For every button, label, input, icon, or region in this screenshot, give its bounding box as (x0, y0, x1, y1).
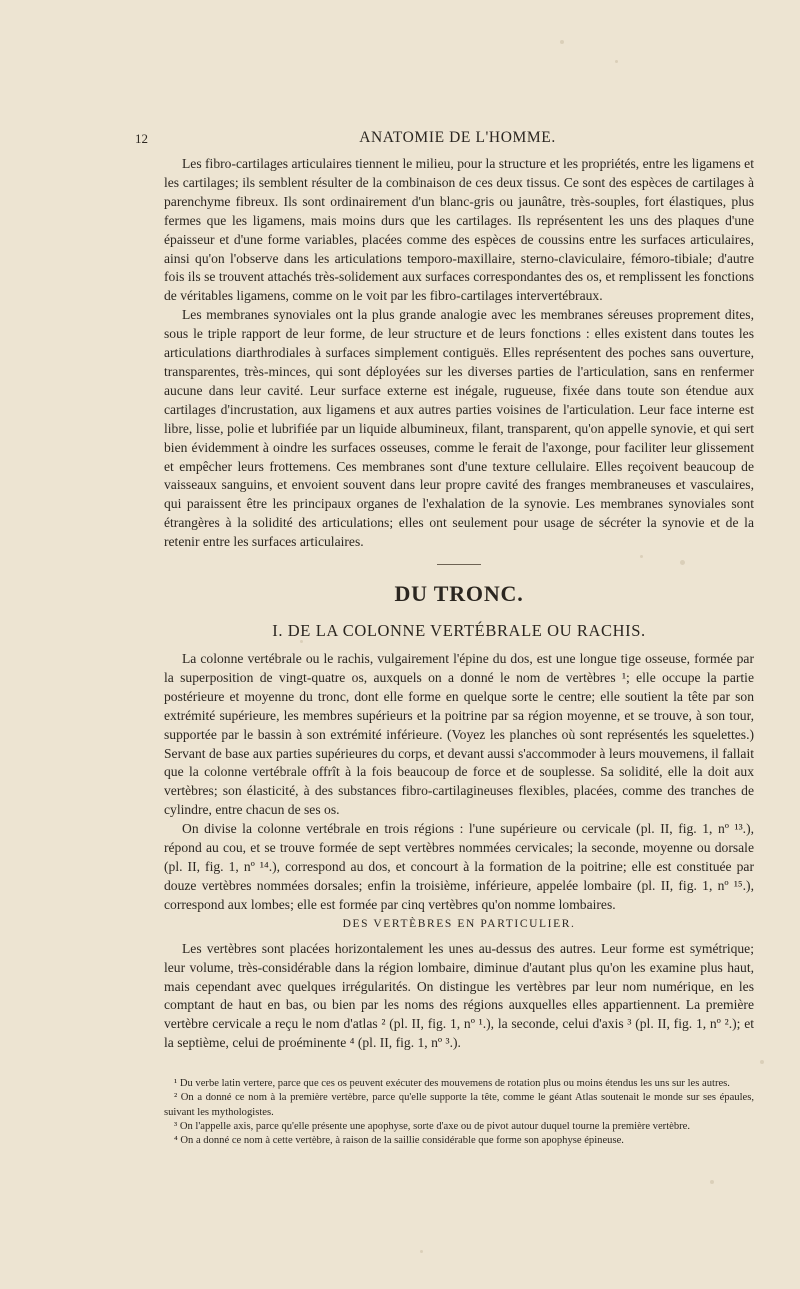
section-title: DU TRONC. (394, 581, 524, 607)
footnote-2: ² On a donné ce nom à la première vertèbre, parce qu'elle supporte la tête, comme le géant Atlas soutenait le monde sur ses épaules, suivant les mythologistes. (164, 1092, 754, 1118)
footnote-3: ³ On l'appelle axis, parce qu'elle présente une apophyse, sorte d'axe ou de pivot autour duquel tourne la première vertèbre. (174, 1120, 691, 1132)
paragraph-regions: On divise la colonne vertébrale en trois régions : l'une supérieure ou cervicale (pl. II, fig. 1, nº ¹³.), répond au cou, et se trouve formée de sept vertèbres nommées cervicales; la seconde, moyenne ou dorsale (pl. II, fig. 1, nº ¹⁴.), correspond au dos, et concourt à la formation de la poitrine; elle est constituée par douze vertèbres nommées dorsales; enfin la troisième, inférieure, appelée lombaire (pl. II, fig. 1, nº ¹⁵.), correspond aux lombes; elle est formée par cinq vertèbres qu'on nomme lombaires. (164, 821, 754, 912)
paragraph-membranes-synoviales: Les membranes synoviales ont la plus grande analogie avec les membranes séreuses proprement dites, sous le triple rapport de leur forme, de leur structure et de leurs fonctions : elles existent dans toutes les articulations diarthrodiales à surfaces simplement contiguës. Elles représentent des poches sans ouverture, transparentes, très-minces, qui sont déployées sur les diverses parties de l'articulation, sans en renfermer aucune dans leur cavité. Leur surface externe est inégale, rugueuse, fixée dans toute son étendue aux cartilages d'incrustation, aux ligamens et aux autres parties voisines de l'articulation. Leur face interne est libre, lisse, polie et lubrifiée par un liquide albumineux, filant, transparent, qu'on appelle synovie, et qui sert bien évidemment à oindre les surfaces osseuses, comme le ferait de l'axonge, pour faciliter leur glissement et empêcher leurs frottemens. Ces membranes sont d'une texture cellulaire. Elles reçoivent beaucoup de vaisseaux sanguins, et envoient souvent dans leur propre cavité des franges membraneuses et vasculaires, qui paraissent être les principaux organes de l'exhalation de la synovie. Les membranes synoviales sont étrangères à la solidité des articulations; elles ont seulement pour usage de sécréter la synovie et de la retenir entre les surfaces articulaires. (164, 307, 754, 550)
footnotes (164, 1077, 754, 1148)
page-number: 12 (135, 131, 148, 146)
paragraph-colonne-vertebrale: La colonne vertébrale ou le rachis, vulgairement l'épine du dos, est une longue tige osseuse, formée par la superposition de vingt-quatre os, auxquels on a donné le nom de vertèbres ¹; elle occupe la partie postérieure et moyenne du tronc, dont elle forme en quelque sorte le centre; elle soutient la tête par son extrémité supérieure, les membres supérieurs et la poitrine par sa région moyenne, et se trouve, à son tour, supportée par le bassin à son extrémité inférieure. (Voyez les planches où sont représentés les squelettes.) Servant de base aux parties supérieures du corps, et devant aussi s'accommoder à leurs mouvemens, il fallait que la colonne vertébrale offrît à la fois beaucoup de force et de souplesse. Sa solidité, elle la doit aux vertèbres; son élasticité, à des substances fibro-cartilagineuses flexibles, placées, comme des tranches de cylindre, entre chacun de ses os. (164, 651, 754, 818)
subsection-title: DES VERTÈBRES EN PARTICULIER. (342, 917, 576, 930)
paper-speck (615, 60, 618, 63)
paper-speck (420, 1250, 423, 1253)
page-body (164, 152, 754, 1148)
page-header (135, 131, 740, 151)
paragraph-vertebres: Les vertèbres sont placées horizontalement les unes au-dessus des autres. Leur forme est symétrique; leur volume, très-considérable dans la région lombaire, diminue d'autant plus qu'on les examine plus haut, mais cependant avec quelques irrégularités. On distingue les vertèbres par leur nom numérique, en les comptant de haut en bas, ou bien par les noms des régions auxquelles elles appartiennent. La première vertèbre cervicale a reçu le nom d'atlas ² (pl. II, fig. 1, nº ¹.), la seconde, celui d'axis ³ (pl. II, fig. 1, nº ².); et la septième, celui de proéminente ⁴ (pl. II, fig. 1, nº ³.). (164, 940, 754, 1051)
separator-rule (437, 564, 481, 565)
paper-speck (760, 1060, 764, 1064)
paper-speck (710, 1180, 714, 1184)
part-title: I. DE LA COLONNE VERTÉBRALE OU RACHIS. (272, 621, 646, 641)
running-head: ANATOMIE DE L'HOMME. (359, 129, 556, 146)
paragraph-fibro-cartilages: Les fibro-cartilages articulaires tiennent le milieu, pour la structure et les propriétés, entre les ligamens et les cartilages; ils semblent résulter de la combinaison de ces deux tissus. Ce sont des espèces de cartilages à parenchyme fibreux. Ils sont ordinairement d'un blanc-gris ou jaunâtre, très-souples, fort élastiques, plus fermes que les ligamens, mais moins durs que les cartilages. Ils représentent les uns des plaques d'une épaisseur et d'une forme variables, placées comme des espèces de coussins entre les surfaces articulaires, ainsi qu'on l'observe dans les articulations temporo-maxillaire, sterno-claviculaire, fémoro-tibiale; d'autre fois ils se trouvent attachés très-solidement aux surfaces correspondantes des os, et remplissent les fonctions de véritables ligamens, comme on le voit par les fibro-cartilages intervertébraux. (164, 156, 754, 304)
paper-speck (560, 40, 564, 44)
footnote-1: ¹ Du verbe latin vertere, parce que ces os peuvent exécuter des mouvemens de rotation plus ou moins étendus les uns sur les autres. (174, 1078, 730, 1090)
footnote-4: ⁴ On a donné ce nom à cette vertèbre, à raison de la saillie considérable que forme son apophyse épineuse. (174, 1134, 624, 1146)
